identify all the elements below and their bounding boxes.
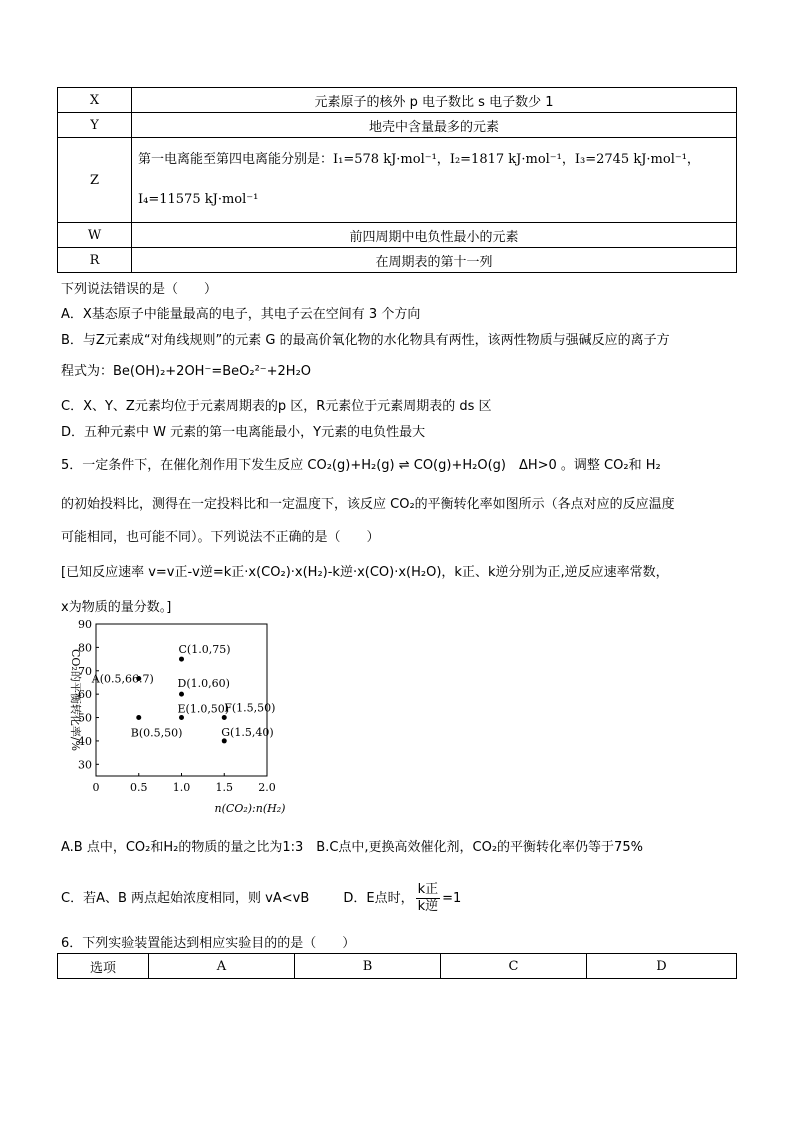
table-row <box>58 954 737 979</box>
x-tick-label: 1.5 <box>215 781 233 794</box>
fraction-denominator: k逆 <box>417 899 439 914</box>
q4-option-d: D．五种元素中 W 元素的第一电离能最小，Y元素的电负性最大 <box>61 425 426 440</box>
y-tick-label: 70 <box>78 664 92 678</box>
y-tick-label: 60 <box>78 688 92 702</box>
ionization-i2: I₂=1817 kJ·mol⁻¹， <box>449 152 575 167</box>
ionization-i4: I₄=11575 kJ·mol⁻¹ <box>138 192 259 207</box>
q6-options-table <box>57 953 737 979</box>
point-label: A(0.5,66.7) <box>91 672 154 686</box>
point-label: E(1.0,50) <box>177 702 230 716</box>
y-tick-label: 80 <box>78 641 92 655</box>
row-value: 在周期表的第十一列 <box>132 248 737 273</box>
row-value <box>132 138 737 223</box>
header-cell: D <box>587 954 737 979</box>
q4-option-b-line1: B．与Z元素成“对角线规则”的元素 G 的最高价氧化物的水化物具有两性，该两性物质与强碱反应的离子方 <box>61 333 670 348</box>
header-cell: 选项 <box>58 954 149 979</box>
data-point <box>179 715 184 720</box>
conversion-chart <box>60 615 290 815</box>
q5-option-d-suffix: =1 <box>442 891 462 906</box>
q5-line1: 5．一定条件下，在催化剂作用下发生反应 CO₂(g)+H₂(g) ⇌ CO(g)+H₂O(g) ΔH>0 。调整 CO₂和 H₂ <box>61 458 661 473</box>
y-tick-label: 50 <box>78 711 92 725</box>
y-axis-label: CO₂的平衡转化率/% <box>69 648 82 752</box>
y-tick-label: 40 <box>78 734 92 748</box>
q4-stem: 下列说法错误的是（ ） <box>61 282 218 297</box>
point-label: D(1.0,60) <box>177 677 230 691</box>
table-row <box>58 88 737 113</box>
q5-line4: [已知反应速率 v=v正-v逆=k正·x(CO₂)·x(H₂)-k逆·x(CO)·x(H₂O)，k正、k逆分别为正,逆反应速率常数， <box>61 565 669 580</box>
row-value: 前四周期中电负性最小的元素 <box>132 223 737 248</box>
fraction-numerator: k正 <box>417 882 439 897</box>
q4-option-a: A．X基态原子中能量最高的电子，其电子云在空间有 3 个方向 <box>61 307 421 322</box>
row-key: X <box>58 88 132 113</box>
point-label: F(1.5,50) <box>224 701 276 715</box>
row-value: 元素原子的核外 p 电子数比 s 电子数少 1 <box>132 88 737 113</box>
row-value: 地壳中含量最多的元素 <box>132 113 737 138</box>
table-row <box>58 113 737 138</box>
x-tick-label: 1.0 <box>172 781 191 794</box>
x-axis-label: n(CO₂):n(H₂) <box>214 802 286 815</box>
header-cell: A <box>149 954 295 979</box>
q5-options-cd <box>61 882 461 915</box>
data-point <box>179 692 184 697</box>
header-cell: C <box>441 954 587 979</box>
point-label: B(0.5,50) <box>130 726 183 740</box>
y-tick-label: 30 <box>78 758 92 772</box>
ionization-prefix: 第一电离能至第四电离能分别是： <box>138 152 334 167</box>
row-key: R <box>58 248 132 273</box>
data-point <box>222 738 227 743</box>
q5-options-ab: A.B 点中，CO₂和H₂的物质的量之比为1:3 B.C点中,更换高效催化剂，CO₂的平衡转化率仍等于75% <box>61 840 643 855</box>
x-tick-label: 0.5 <box>130 781 148 794</box>
q6-stem: 6．下列实验装置能达到相应实验目的的是（ ） <box>61 936 356 951</box>
y-tick-label: 90 <box>78 618 92 631</box>
x-tick-label: 0 <box>92 781 100 794</box>
row-key: W <box>58 223 132 248</box>
q5-line3: 可能相同，也可能不同）。下列说法不正确的是（ ） <box>61 530 380 545</box>
x-tick-label: 2.0 <box>258 781 276 794</box>
data-point <box>136 715 141 720</box>
point-label: G(1.5,40) <box>221 725 274 739</box>
table-row <box>58 138 737 223</box>
ionization-i3: I₃=2745 kJ·mol⁻¹， <box>574 152 700 167</box>
q5-line2: 的初始投料比，测得在一定投料比和一定温度下，该反应 CO₂的平衡转化率如图所示（各点对应的反应温度 <box>61 497 675 512</box>
q4-option-c: C．X、Y、Z元素均位于元素周期表的p 区，R元素位于元素周期表的 ds 区 <box>61 399 492 414</box>
data-point <box>222 715 227 720</box>
data-point <box>179 657 184 662</box>
q5-option-c: C．若A、B 两点起始浓度相同，则 vA<vB <box>61 891 310 906</box>
rate-constant-fraction <box>416 882 441 915</box>
table-row <box>58 223 737 248</box>
row-key: Z <box>58 138 132 223</box>
ionization-i1: I₁=578 kJ·mol⁻¹， <box>333 152 450 167</box>
header-cell: B <box>295 954 441 979</box>
q5-option-d-prefix: D．E点时， <box>343 891 414 906</box>
q5-line5: x为物质的量分数。] <box>61 600 172 615</box>
element-info-table <box>57 87 737 273</box>
row-key: Y <box>58 113 132 138</box>
q4-option-b-line2: 程式为：Be(OH)₂+2OH⁻=BeO₂²⁻+2H₂O <box>61 364 312 379</box>
point-label: C(1.0,75) <box>178 643 231 657</box>
table-row <box>58 248 737 273</box>
